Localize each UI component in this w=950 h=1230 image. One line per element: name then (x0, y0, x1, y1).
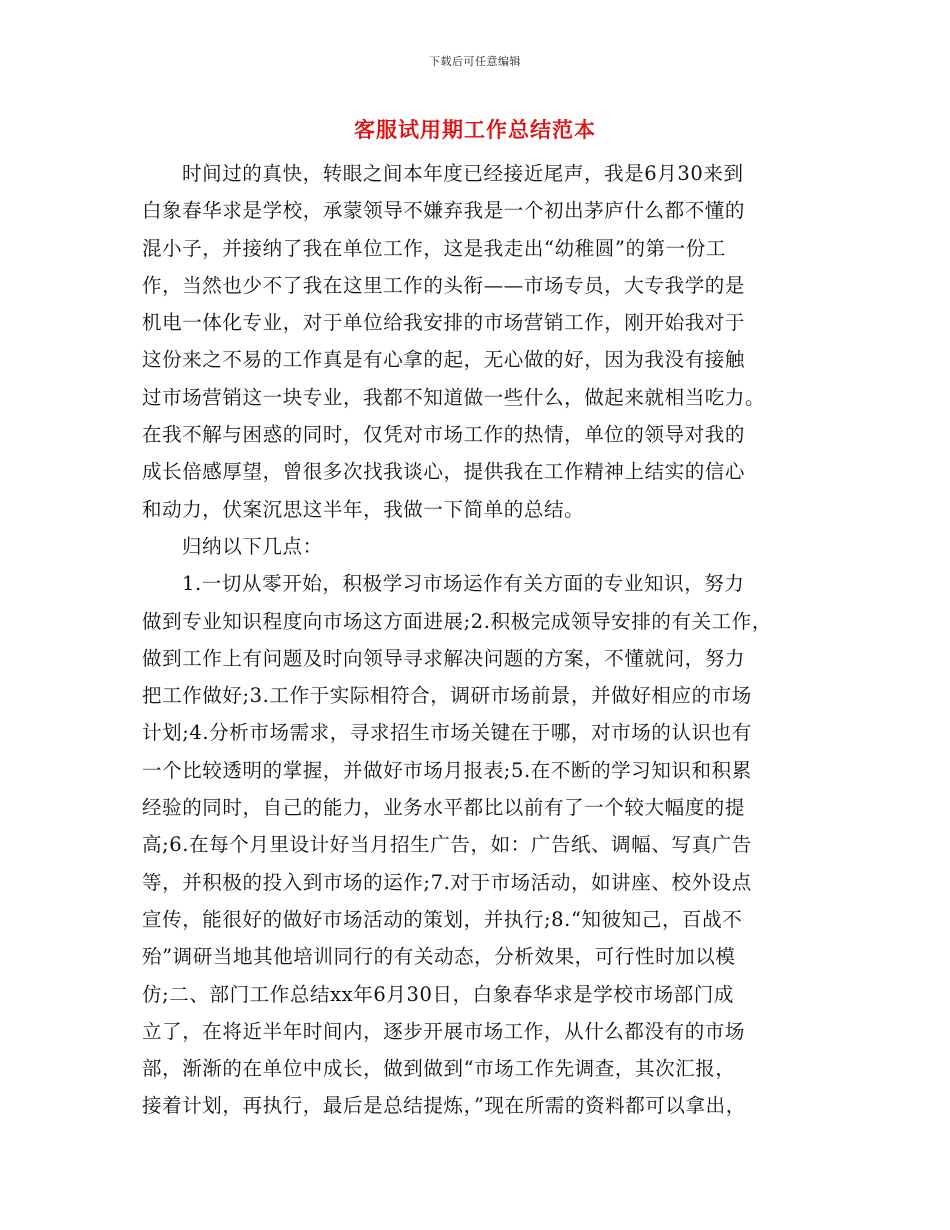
document-title: 客服试用期工作总结范本 (354, 117, 596, 142)
body-line: 和动力，伏案沉思这半年，我做一下简单的总结。 (142, 497, 585, 521)
document-body (142, 155, 817, 1125)
body-line: 过市场营销这一块专业，我都不知道做一些什么，做起来就相当吃力。 (142, 385, 766, 409)
body-line: 宣传，能很好的做好市场活动的策划，并执行;8.“知彼知己，百战不 (142, 907, 743, 931)
body-line: 经验的同时，自己的能力，业务水平都比以前有了一个较大幅度的提 (142, 796, 746, 820)
body-line: 成长倍感厚望，曾很多次找我谈心，提供我在工作精神上结实的信心 (142, 460, 746, 484)
body-line: 做到专业知识程度向市场这方面进展;2.积极完成领导安排的有关工作， (142, 609, 772, 633)
body-line: 仿;二、部门工作总结xx年6月30日，白象春华求是学校市场部门成 (142, 982, 734, 1006)
body-line: 等，并积极的投入到市场的运作;7.对于市场活动，如讲座、校外设点 (142, 870, 752, 894)
body-line: 立了，在将近半年时间内，逐步开展市场工作，从什么都没有的市场 (142, 1019, 746, 1043)
body-line: 这份来之不易的工作真是有心拿的起，无心做的好，因为我没有接触 (142, 348, 746, 372)
body-line: 1.一切从零开始，积极学习市场运作有关方面的专业知识，努力 (182, 572, 745, 596)
body-line: 时间过的真快，转眼之间本年度已经接近尾声，我是6月30来到 (182, 162, 744, 185)
body-line: 一个比较透明的掌握，并做好市场月报表;5.在不断的学习知识和积累 (142, 758, 752, 782)
body-line: 在我不解与困惑的同时，仅凭对市场工作的热情，单位的领导对我的 (142, 423, 746, 447)
body-line: 白象春华求是学校，承蒙领导不嫌弃我是一个初出茅庐什么都不懂的 (142, 199, 746, 223)
body-line: 部，渐渐的在单位中成长，做到做到“市场工作先调查，其次汇报， (142, 1057, 736, 1081)
body-line: 机电一体化专业，对于单位给我安排的市场营销工作，刚开始我对于 (142, 311, 746, 335)
body-line: 混小子，并接纳了我在单位工作，这是我走出“幼稚圆”的第一份工 (142, 236, 726, 260)
body-line: 做到工作上有问题及时向领导寻求解决问题的方案，不懂就问，努力 (142, 646, 746, 670)
body-line: 作，当然也少不了我在这里工作的头衔——市场专员，大专我学的是 (142, 273, 746, 297)
body-line: 殆”调研当地其他培训同行的有关动态，分析效果，可行性时加以模 (142, 945, 736, 969)
page-header-note: 下载后可任意编辑 (429, 55, 521, 68)
body-line: 把工作做好;3.工作于实际相符合，调研市场前景，并做好相应的市场 (142, 684, 752, 708)
body-line: 计划;4.分析市场需求，寻求招生市场关键在于哪，对市场的认识也有 (142, 721, 752, 745)
body-line: 高;6.在每个月里设计好当月招生广告，如：广告纸、调幅、写真广告 (142, 833, 752, 857)
body-line: 接着计划，再执行，最后是总结提炼，”现在所需的资料都可以拿出， (142, 1094, 746, 1118)
body-line: 归纳以下几点： (182, 534, 323, 558)
